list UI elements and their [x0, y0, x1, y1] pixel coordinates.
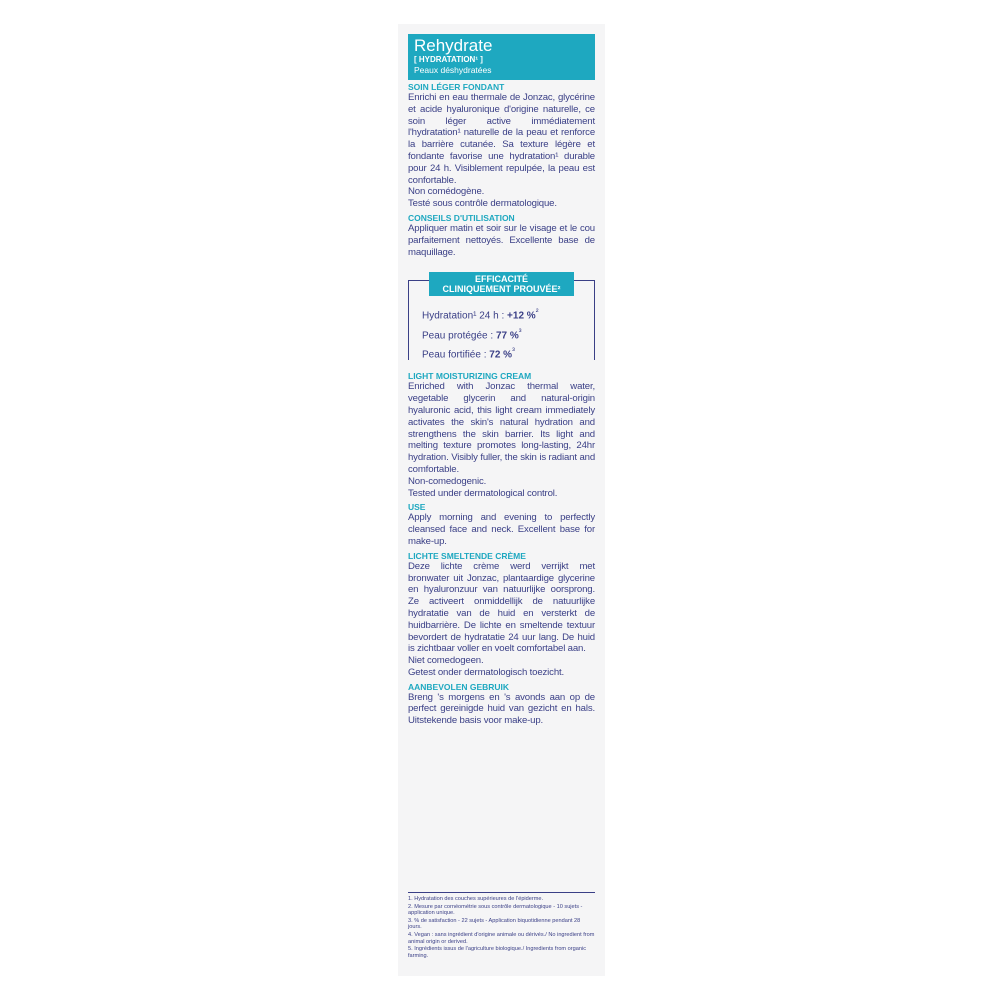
nl-line2: Getest onder dermatologisch toezicht. [408, 666, 565, 678]
footnote-5: 5. Ingrédients issus de l'agriculture biologique./ Ingredients from organic farming. [408, 946, 586, 959]
en-heading: LIGHT MOISTURIZING CREAM [408, 371, 532, 382]
footnote-1: 1. Hydratation des couches supérieures de l'épiderme. [408, 896, 544, 902]
product-banner [408, 34, 595, 80]
efficacy-box [408, 274, 595, 361]
fr-body: Enrichi en eau thermale de Jonzac, glycérine et acide hyaluronique d'origine naturelle, ce soin léger active immédiatement l'hydratation¹ naturelle de la peau et renforce la barrière cutanée. Sa texture légère et fondante favorise une hydratation¹ durable pour 24 h. Visiblement repulpée, la peau est confortable. [408, 92, 595, 186]
nl-use-heading: AANBEVOLEN GEBRUIK [408, 681, 510, 692]
en-use-heading: USE [408, 502, 426, 513]
product-tag: [ HYDRATATION¹ ] [414, 55, 483, 64]
fr-use-heading: CONSEILS D'UTILISATION [408, 212, 515, 223]
fr-line2: Testé sous contrôle dermatologique. [408, 198, 557, 210]
footnote-2: 2. Mesure par cornéométrie sous contrôle dermatologique - 10 sujets - application unique. [408, 903, 583, 917]
product-title: Rehydrate [414, 36, 493, 55]
nl-use-body: Breng 's morgens en 's avonds aan op de perfect gereinigde huid van gezicht en hals. Uitstekende basis voor make-up. [408, 691, 595, 727]
en-line2: Tested under dermatological control. [408, 487, 558, 499]
footnote-4: 4. Vegan : sans ingrédient d'origine animale ou dérivés./ No ingredient from animal origin or derived. [408, 931, 595, 945]
efficacy-label-line1: EFFICACITÉ [475, 274, 528, 285]
efficacy-label [429, 272, 574, 296]
footnotes [408, 892, 595, 960]
footnote-3: 3. % de satisfaction - 22 sujets - Application biquotidienne pendant 28 jours. [408, 917, 581, 931]
efficacy-item-hydration: Hydratation¹ 24 h : +12 %$^{^2}$ [422, 306, 539, 322]
en-body: Enriched with Jonzac thermal water, vegetable glycerin and natural-origin hyaluronic acid, this light cream immediately activates the skin's natural hydration and strengthens the skin barrier. Its light and melting texture promotes long-lasting, 24hr hydration. Visibly fuller, the skin is radiant and comfortable. [408, 381, 595, 475]
efficacy-item-fortified: Peau fortifiée : 72 %$^{^3}$ [422, 345, 515, 361]
fr-heading: SOIN LÉGER FONDANT [408, 82, 505, 92]
section-fr [408, 82, 595, 258]
en-use-body: Apply morning and evening to perfectly cleansed face and neck. Excellent base for make-up. [408, 512, 595, 547]
product-subtitle: Peaux déshydratées [414, 65, 492, 75]
section-nl [408, 551, 595, 727]
efficacy-label-line2: CLINIQUEMENT PROUVÉE² [442, 284, 561, 295]
product-info-panel [398, 24, 605, 976]
efficacy-item-protected: Peau protégée : 77 %$^{^3}$ [422, 325, 522, 342]
en-line1: Non-comedogenic. [408, 475, 487, 487]
nl-line1: Niet comedogeen. [408, 655, 484, 667]
fr-use-body: Appliquer matin et soir sur le visage et le cou parfaitement nettoyés. Excellente base de maquillage. [408, 222, 595, 258]
section-en [408, 371, 595, 547]
fr-line1: Non comédogène. [408, 186, 485, 198]
nl-body: Deze lichte crème werd verrijkt met bronwater uit Jonzac, plantaardige glycerine en hyaluronzuur van natuurlijke oorsprong. Ze activeert onmiddellijk de natuurlijke hydratatie van de huid en versterkt de huidbarrière. De lichte en smeltende textuur bevordert de hydratatie 24 uur lang. De huid is zichtbaar voller en voelt comfortabel aan. [408, 560, 595, 655]
nl-heading: LICHTE SMELTENDE CRÈME [408, 550, 526, 561]
